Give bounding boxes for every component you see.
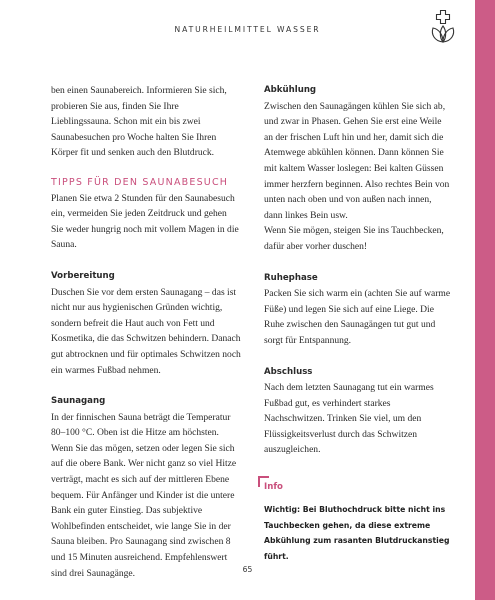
cross-leaf-icon bbox=[429, 8, 459, 46]
info-text: Wichtig: Bei Bluthochdruck bitte nicht ins Tauchbecken gehen, da diese extreme Abkühlung zum rasanten Blutdruckanstieg führt. bbox=[264, 505, 450, 561]
ruhephase-paragraph: Packen Sie sich warm ein (achten Sie auf warme Füße) und legen Sie sich auf eine Liege. Die Ruhe zwischen den Saunagängen tut gut und sorgt für Entspannung. bbox=[264, 288, 451, 346]
header-title: NATURHEILMITTEL WASSER bbox=[174, 25, 321, 34]
left-column bbox=[51, 83, 241, 581]
vorbereitung-paragraph: Duschen Sie vor dem ersten Saunagang – das ist nicht nur aus hygienischen Gründen wichtig, sondern befreit die Haut auch von Fett und Kosmetika, die das Schwitzen behindern. Danach gut abtrocknen und für optimales Schwitzen noch ein warmes Fußbad nehmen. bbox=[51, 286, 241, 376]
saunagang-paragraph: In der finnischen Sauna beträgt die Temperatur 80–100 °C. Oben ist die Hitze am höchsten. Wenn Sie das mögen, setzen oder legen Sie sich auf die obere Bank. Wer nicht ganz so viel Hitze verträgt, macht es sich auf der mittleren Ebene bequem. Für Anfänger und Kinder ist die untere Bank ein guter Einstieg. Das subjektive Wohlbefinden entscheidet, wie lange Sie in der Sauna bleiben. Pro Saunagang sind zwischen 8 und 15 Minuten ausreichend. Empfehlenswert sind drei Saunagänge. bbox=[51, 411, 237, 579]
abschluss-paragraph: Nach dem letzten Saunagang tut ein warmes Fußbad gut, es verhindert starkes Nachschwitzen. Trinken Sie viel, um den Flüssigkeitsverlust durch das Schwitzen auszugleichen. bbox=[264, 382, 434, 456]
info-title: Info bbox=[264, 482, 283, 492]
tips-paragraph: Planen Sie etwa 2 Stunden für den Saunabesuch ein, vermeiden Sie jeden Zeitdruck und gehen Sie weder hungrig noch mit vollem Magen in die Sauna. bbox=[51, 192, 239, 251]
intro-paragraph: ben einen Saunabereich. Informieren Sie sich, probieren Sie aus, finden Sie Ihre Lieblingssauna. Schon mit ein bis zwei Saunabesuchen pro Woche halten Sie Ihren Körper fit und senken auch den Blutdruck. bbox=[51, 85, 227, 159]
right-column bbox=[264, 83, 452, 458]
tips-heading: TIPPS FÜR DEN SAUNABESUCH bbox=[51, 176, 229, 188]
side-color-bar bbox=[475, 0, 495, 600]
ruhephase-heading: Ruhephase bbox=[264, 272, 318, 283]
abkuehlung-paragraph: Zwischen den Saunagängen kühlen Sie sich ab, und zwar in Phasen. Gehen Sie erst eine Weile an der frischen Luft hin und her, damit sich die Atemwege abkühlen können. Dann können Sie mit kaltem Wasser loslegen: Bei kalten Güssen immer herzfern beginnen. Also rechtes Bein von unten nach oben und von außen nach innen, dann linkes Bein usw. bbox=[264, 100, 450, 221]
saunagang-heading: Saunagang bbox=[51, 396, 106, 407]
abschluss-heading: Abschluss bbox=[264, 366, 313, 377]
vorbereitung-heading: Vorbereitung bbox=[51, 270, 115, 281]
page-number: 65 bbox=[242, 565, 253, 574]
running-header bbox=[0, 19, 495, 37]
abkuehlung-paragraph-2: Wenn Sie mögen, steigen Sie ins Tauchbecken, dafür aber vorher duschen! bbox=[264, 225, 444, 252]
abkuehlung-heading: Abkühlung bbox=[264, 85, 317, 95]
